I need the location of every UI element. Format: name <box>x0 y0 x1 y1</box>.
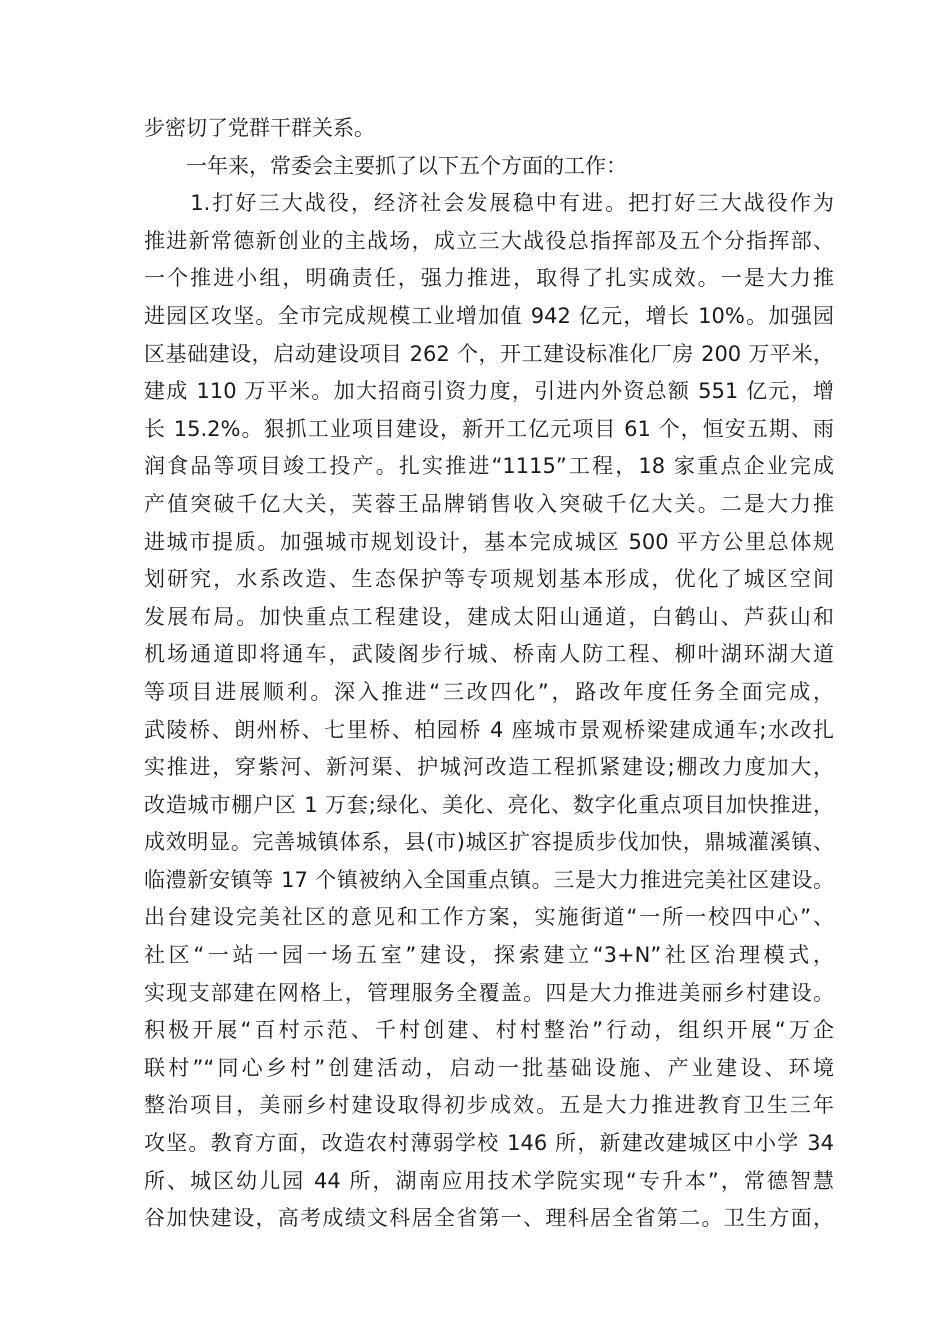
paragraph-line: 步密切了党群干群关系。 <box>144 116 375 140</box>
paragraph-line: 发展布局。加快重点工程建设，建成太阳山通道，白鹤山、芦荻山和 <box>144 604 834 629</box>
paragraph-line: 整治项目，美丽乡村建设取得初步成效。五是大力推进教育卫生三年 <box>144 1093 834 1118</box>
paragraph-line: 长 15.2%。狠抓工业项目建设，新开工亿元项目 61 个，恒安五期、雨 <box>144 416 834 441</box>
paragraph-line: 实现支部建在网格上，管理服务全覆盖。四是大力推进美丽乡村建设。 <box>144 980 834 1005</box>
paragraph-line: 武陵桥、朗州桥、七里桥、柏园桥 4 座城市景观桥梁建成通车;水改扎 <box>144 717 834 742</box>
document-body <box>144 110 834 1238</box>
paragraph-line: 出台建设完美社区的意见和工作方案，实施街道“一所一校四中心”、 <box>144 905 834 930</box>
paragraph-line: 产值突破千亿大关，芙蓉王品牌销售收入突破千亿大关。二是大力推 <box>144 491 834 516</box>
paragraph-line: 谷加快建设，高考成绩文科居全省第一、理科居全省第二。卫生方面， <box>144 1206 834 1231</box>
paragraph-line: 社区“一站一园一场五室”建设，探索建立“3+N”社区治理模式， <box>144 943 834 968</box>
paragraph-line: 攻坚。教育方面，改造农村薄弱学校 146 所，新建改建城区中小学 34 <box>144 1131 834 1156</box>
paragraph-line: 机场通道即将通车，武陵阁步行城、桥南人防工程、柳叶湖环湖大道 <box>144 642 834 667</box>
paragraph-line: 进城市提质。加强城市规划设计，基本完成城区 500 平方公里总体规 <box>144 529 834 554</box>
paragraph-line: 1.打好三大战役，经济社会发展稳中有进。把打好三大战役作为 <box>144 191 834 216</box>
paragraph-line: 建成 110 万平米。加大招商引资力度，引进内外资总额 551 亿元，增 <box>144 379 834 404</box>
paragraph-line: 润食品等项目竣工投产。扎实推进“1115”工程，18 家重点企业完成 <box>144 454 834 479</box>
paragraph-line: 改造城市棚户区 1 万套;绿化、美化、亮化、数字化重点项目加快推进， <box>144 792 834 817</box>
paragraph-line: 等项目进展顺利。深入推进“三改四化”，路改年度任务全面完成， <box>144 679 834 704</box>
paragraph-line: 推进新常德新创业的主战场，成立三大战役总指挥部及五个分指挥部、 <box>144 228 834 253</box>
paragraph-line: 一个推进小组，明确责任，强力推进，取得了扎实成效。一是大力推 <box>144 266 834 291</box>
paragraph-line: 临澧新安镇等 17 个镇被纳入全国重点镇。三是大力推进完美社区建设。 <box>144 867 834 892</box>
paragraph-line: 实推进，穿紫河、新河渠、护城河改造工程抓紧建设;棚改力度加大， <box>144 755 834 780</box>
paragraph-line: 区基础建设，启动建设项目 262 个，开工建设标准化厂房 200 万平米， <box>144 341 834 366</box>
paragraph-line: 成效明显。完善城镇体系，县(市)城区扩容提质步伐加快，鼎城灌溪镇、 <box>144 830 834 855</box>
paragraph-line: 进园区攻坚。全市完成规模工业增加值 942 亿元，增长 10%。加强园 <box>144 303 834 328</box>
paragraph-line: 积极开展“百村示范、千村创建、村村整治”行动，组织开展“万企 <box>144 1018 834 1043</box>
paragraph-line: 一年来，常委会主要抓了以下五个方面的工作： <box>144 153 627 178</box>
paragraph-line: 联村”“同心乡村”创建活动，启动一批基础设施、产业建设、环境 <box>144 1055 834 1080</box>
paragraph-line: 所、城区幼儿园 44 所，湖南应用技术学院实现“专升本”，常德智慧 <box>144 1168 834 1193</box>
paragraph-line: 划研究，水系改造、生态保护等专项规划基本形成，优化了城区空间 <box>144 567 834 592</box>
